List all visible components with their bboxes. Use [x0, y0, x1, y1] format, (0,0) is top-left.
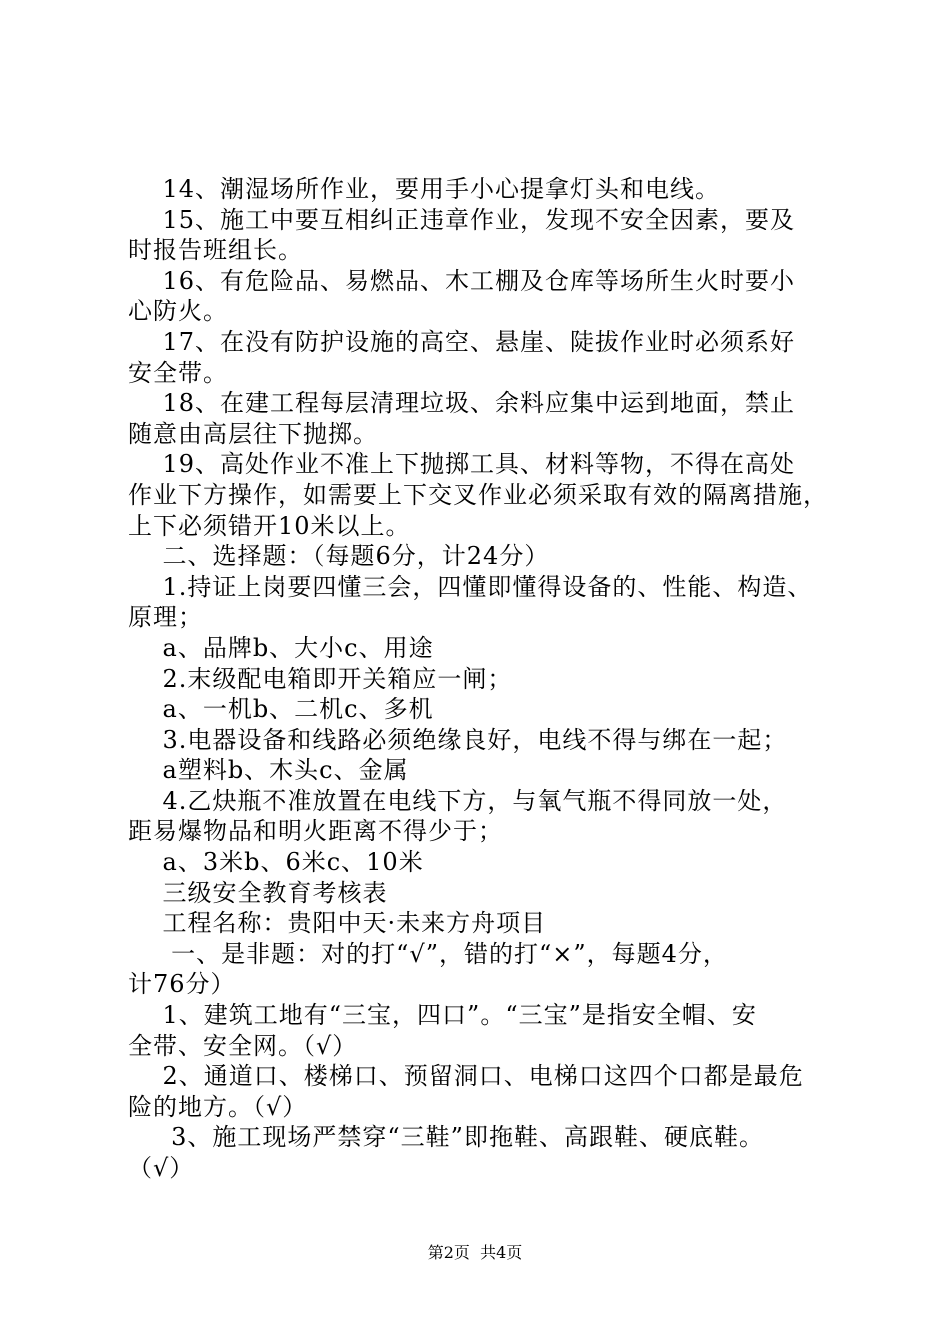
- answer-options: a、品牌b、大小c、用途: [128, 633, 434, 662]
- text-line: 1、建筑工地有“三宝，四口”。“三宝”是指安全帽、安: [128, 1001, 757, 1030]
- text-line: 15、施工中要互相纠正违章作业，发现不安全因素，要及: [128, 205, 796, 234]
- answer-options: a、一机b、二机c、多机: [128, 695, 434, 724]
- section-heading: 一、是非题：对的打“√”，错的打“×”，每题4分，: [128, 939, 728, 968]
- document-body: [128, 174, 868, 1184]
- question-text: 4.乙炔瓶不准放置在电线下方，与氧气瓶不得同放一处，: [128, 786, 788, 815]
- text-line: 全带、安全网。（√）: [128, 1031, 358, 1060]
- text-line: 14、潮湿场所作业，要用手小心提拿灯头和电线。: [128, 175, 721, 203]
- text-line: （√）: [128, 1154, 195, 1182]
- section-heading: 计76分）: [128, 970, 236, 999]
- question-text: 1.持证上岗要四懂三会，四懂即懂得设备的、性能、构造、: [128, 572, 813, 601]
- text-line: 3、施工现场严禁穿“三鞋”即拖鞋、高跟鞋、硬底鞋。: [128, 1123, 764, 1152]
- question-text: 2.末级配电箱即开关箱应一闸；: [128, 664, 513, 693]
- text-line: 心防火。: [128, 297, 228, 326]
- form-title: 三级安全教育考核表: [128, 878, 388, 907]
- text-line: 作业下方操作，如需要上下交叉作业必须采取有效的隔离措施，: [128, 480, 828, 509]
- project-name: 工程名称：贵阳中天·未来方舟项目: [128, 909, 547, 938]
- page-number: 第2页 共4页: [427, 1243, 523, 1262]
- text-line: 2、通道口、楼梯口、预留洞口、电梯口这四个口都是最危: [128, 1062, 804, 1091]
- text-line: 险的地方。（√）: [128, 1092, 308, 1121]
- question-text: 原理；: [128, 603, 203, 632]
- text-line: 安全带。: [128, 358, 228, 387]
- text-line: 16、有危险品、易燃品、木工棚及仓库等场所生火时要小: [128, 266, 796, 295]
- section-heading: 二、选择题：（每题6分，计24分）: [128, 542, 550, 571]
- question-text: 3.电器设备和线路必须绝缘良好，电线不得与绑在一起；: [128, 725, 788, 754]
- text-line: 时报告班组长。: [128, 236, 303, 265]
- answer-options: a塑料b、木头c、金属: [128, 756, 409, 785]
- text-line: 19、高处作业不准上下抛掷工具、材料等物，不得在高处: [128, 450, 796, 479]
- answer-options: a、3米b、6米c、10米: [128, 848, 424, 877]
- text-line: 上下必须错开10米以上。: [128, 511, 411, 540]
- question-text: 距易爆物品和明火距离不得少于；: [128, 817, 503, 846]
- text-line: 18、在建工程每层清理垃圾、余料应集中运到地面，禁止: [128, 389, 796, 418]
- text-line: 随意由高层往下抛掷。: [128, 419, 378, 448]
- text-line: 17、在没有防护设施的高空、悬崖、陡拔作业时必须系好: [128, 327, 796, 356]
